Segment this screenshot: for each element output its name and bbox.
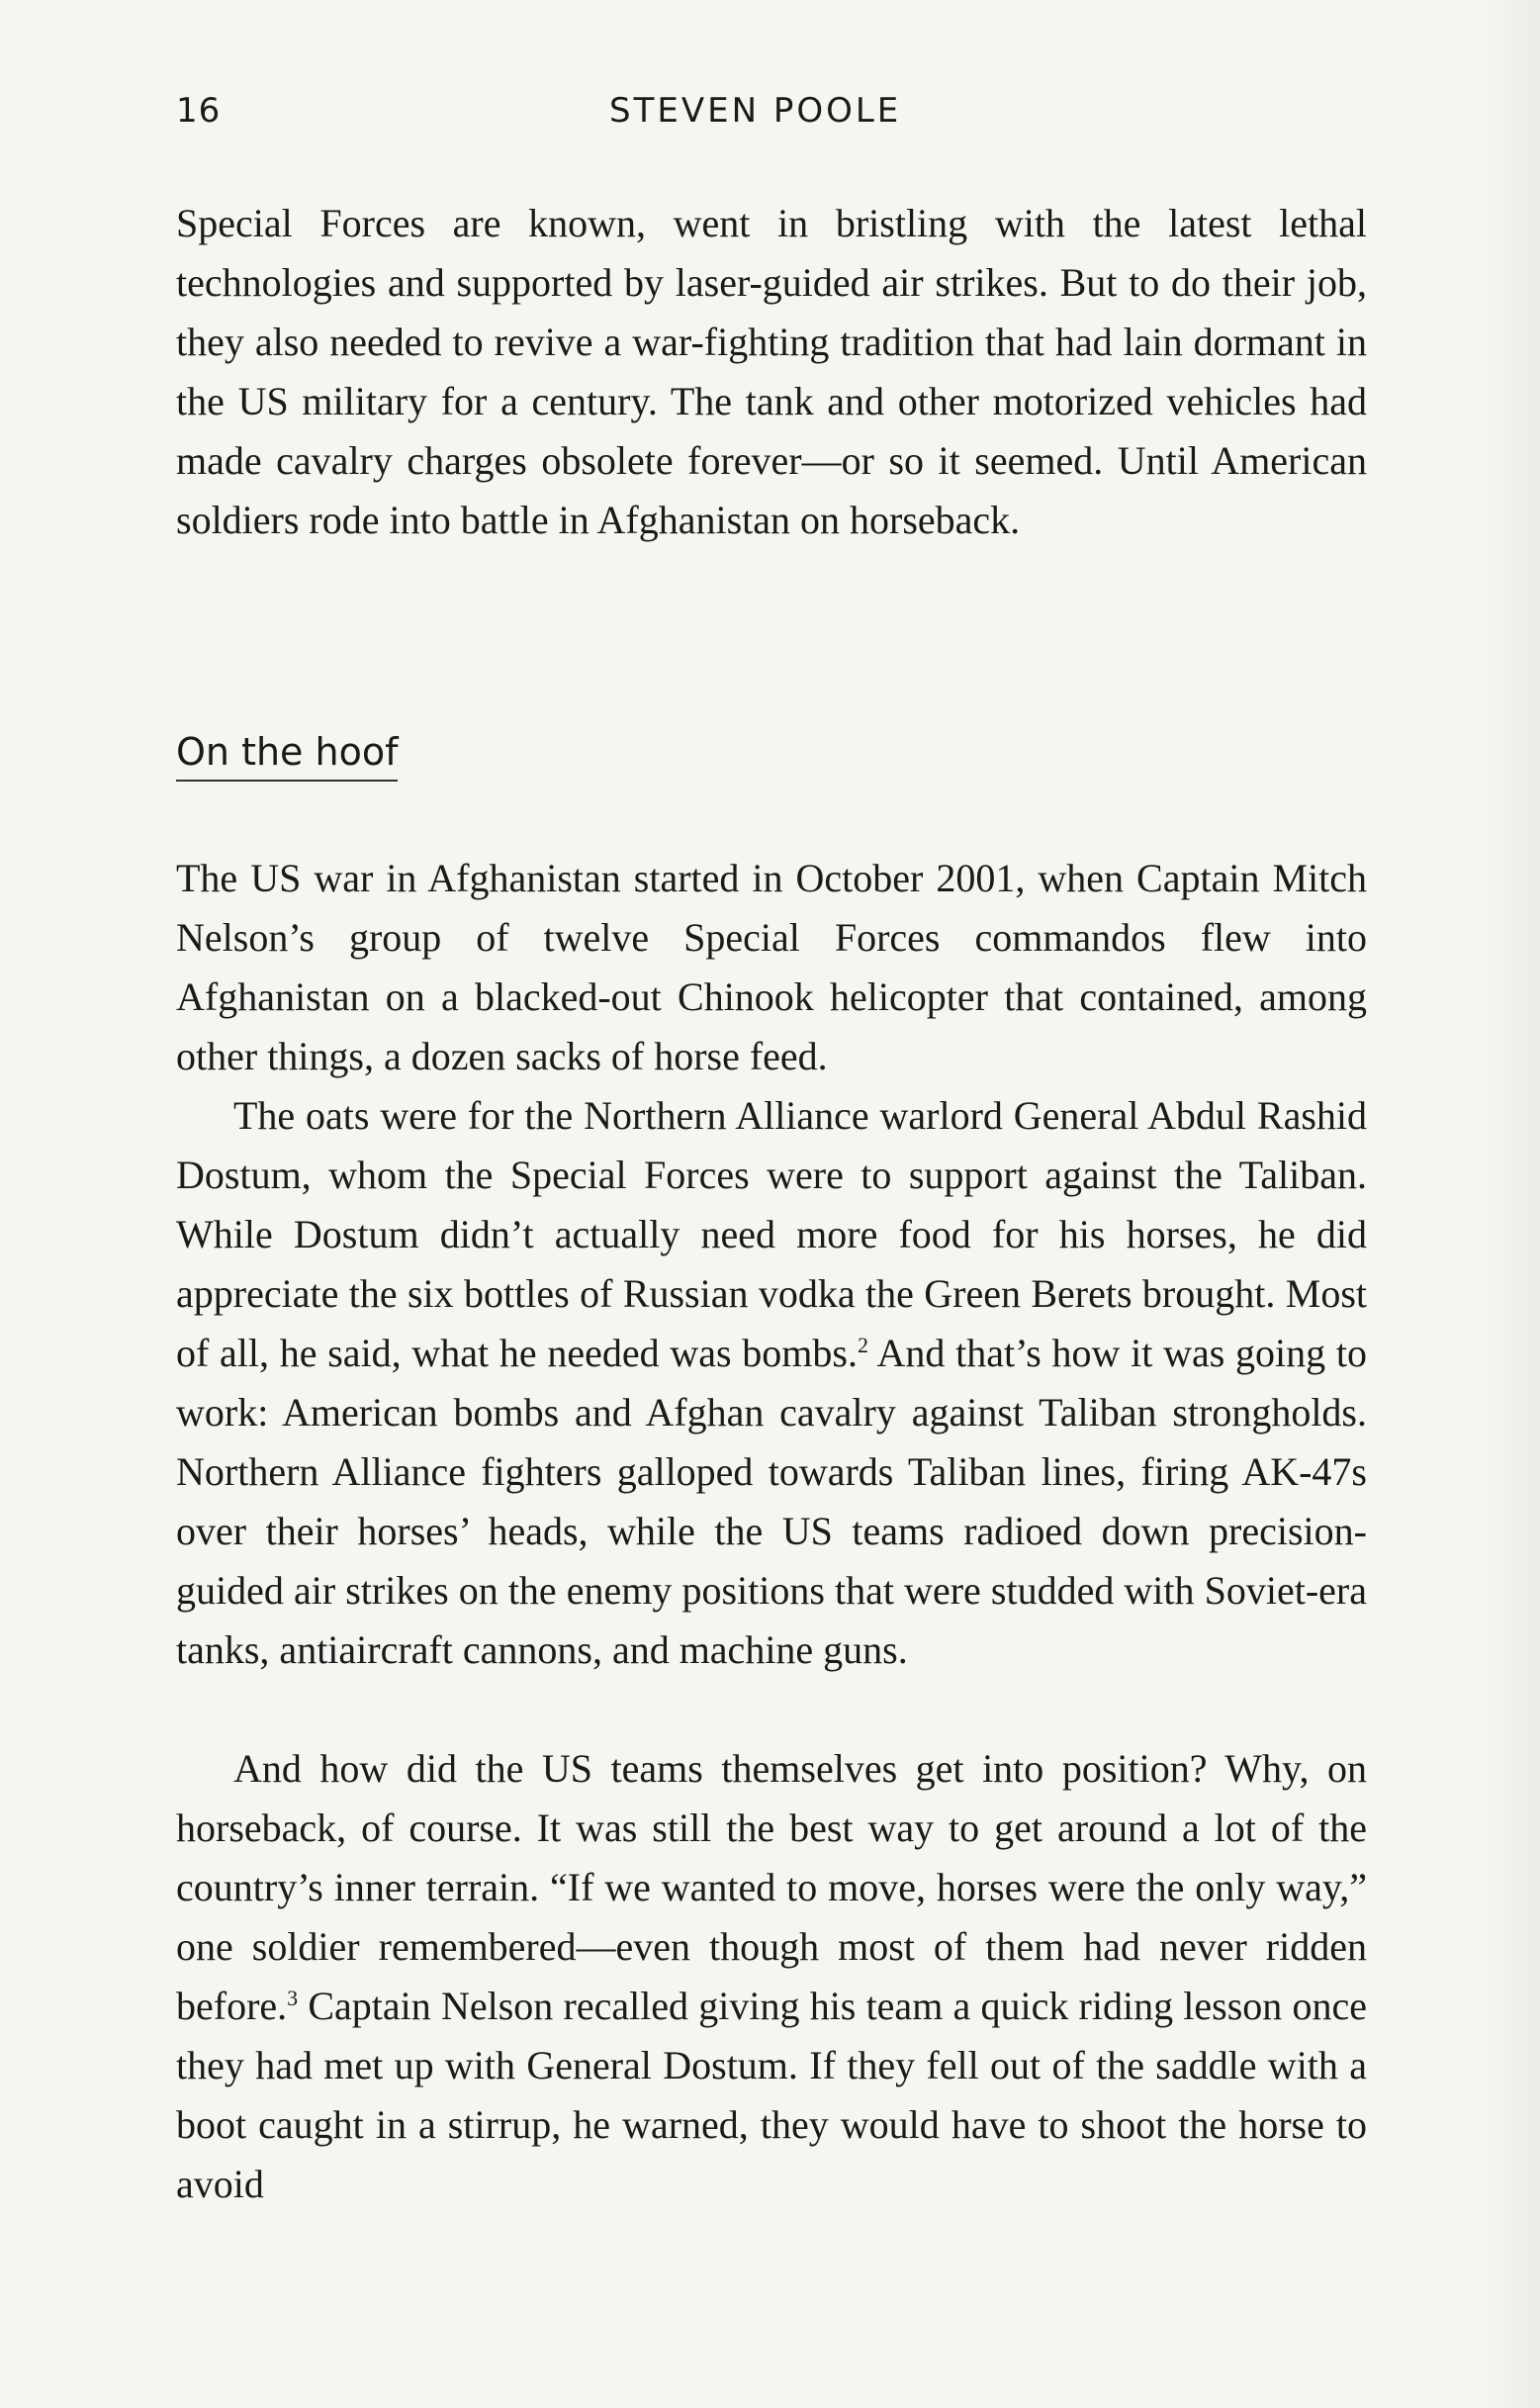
paragraph-oats	[176, 1086, 1367, 1680]
paragraph-oats-part1: The oats were for the Northern Alliance warlord General Abdul Rashid Dostum, whom the Special Forces were to support against the Taliban. While Dostum didn’t actually need more food for his horses, he did appreciate the six bottles of Russian vodka the Green Berets brought. Most of all, he said, what he needed was bombs.	[176, 1093, 1367, 1375]
paragraph-intro: Special Forces are known, went in bristling with the latest lethal technologies and supported by laser-guided air strikes. But to do their job, they also needed to revive a war-fighting tradition that had lain dormant in the US military for a century. The tank and other motorized vehicles had made cavalry charges obsolete forever—or so it seemed. Until American soldiers rode into battle in Afghanistan on horseback.	[176, 201, 1367, 542]
running-head-title: STEVEN POOLE	[609, 91, 902, 131]
footnote-ref-3[interactable]: 3	[287, 1986, 299, 2010]
running-head	[176, 91, 1363, 150]
page-edge-shadow	[1481, 0, 1540, 2408]
paragraph-war-start: The US war in Afghanistan started in October 2001, when Captain Mitch Nelson’s group of twelve Special Forces commandos flew into Afghanistan on a blacked-out Chinook helicopter that contained, among other things, a dozen sacks of horse feed.	[176, 856, 1367, 1078]
footnote-ref-2[interactable]: 2	[858, 1333, 868, 1357]
paragraph-horseback-part1: And how did the US teams themselves get into position? Why, on horseback, of course. It was still the best way to get around a lot of the country’s inner terrain. “If we wanted to move, horses were the only way,” one soldier remembered—even though most of them had never ridden before.	[176, 1746, 1367, 2028]
paragraph-oats-part2: And that’s how it was going to work: American bombs and Afghan cavalry against Taliban strongholds. Northern Alliance fighters galloped towards Taliban lines, firing AK-47s over their horses’ heads, while the US teams radioed down precision-guided air strikes on the enemy positions that were studded with Soviet-era tanks, antiaircraft cannons, and machine guns.	[176, 1331, 1367, 1672]
paragraph-horseback	[176, 1739, 1367, 2214]
page-number: 16	[176, 91, 222, 131]
paragraph-horseback-part2: Captain Nelson recalled giving his team a quick riding lesson once they had met up with General Dostum. If they fell out of the saddle with a boot caught in a stirrup, he warned, they would have to shoot the horse to avoid	[176, 1984, 1367, 2206]
section-heading: On the hoof	[176, 730, 398, 782]
